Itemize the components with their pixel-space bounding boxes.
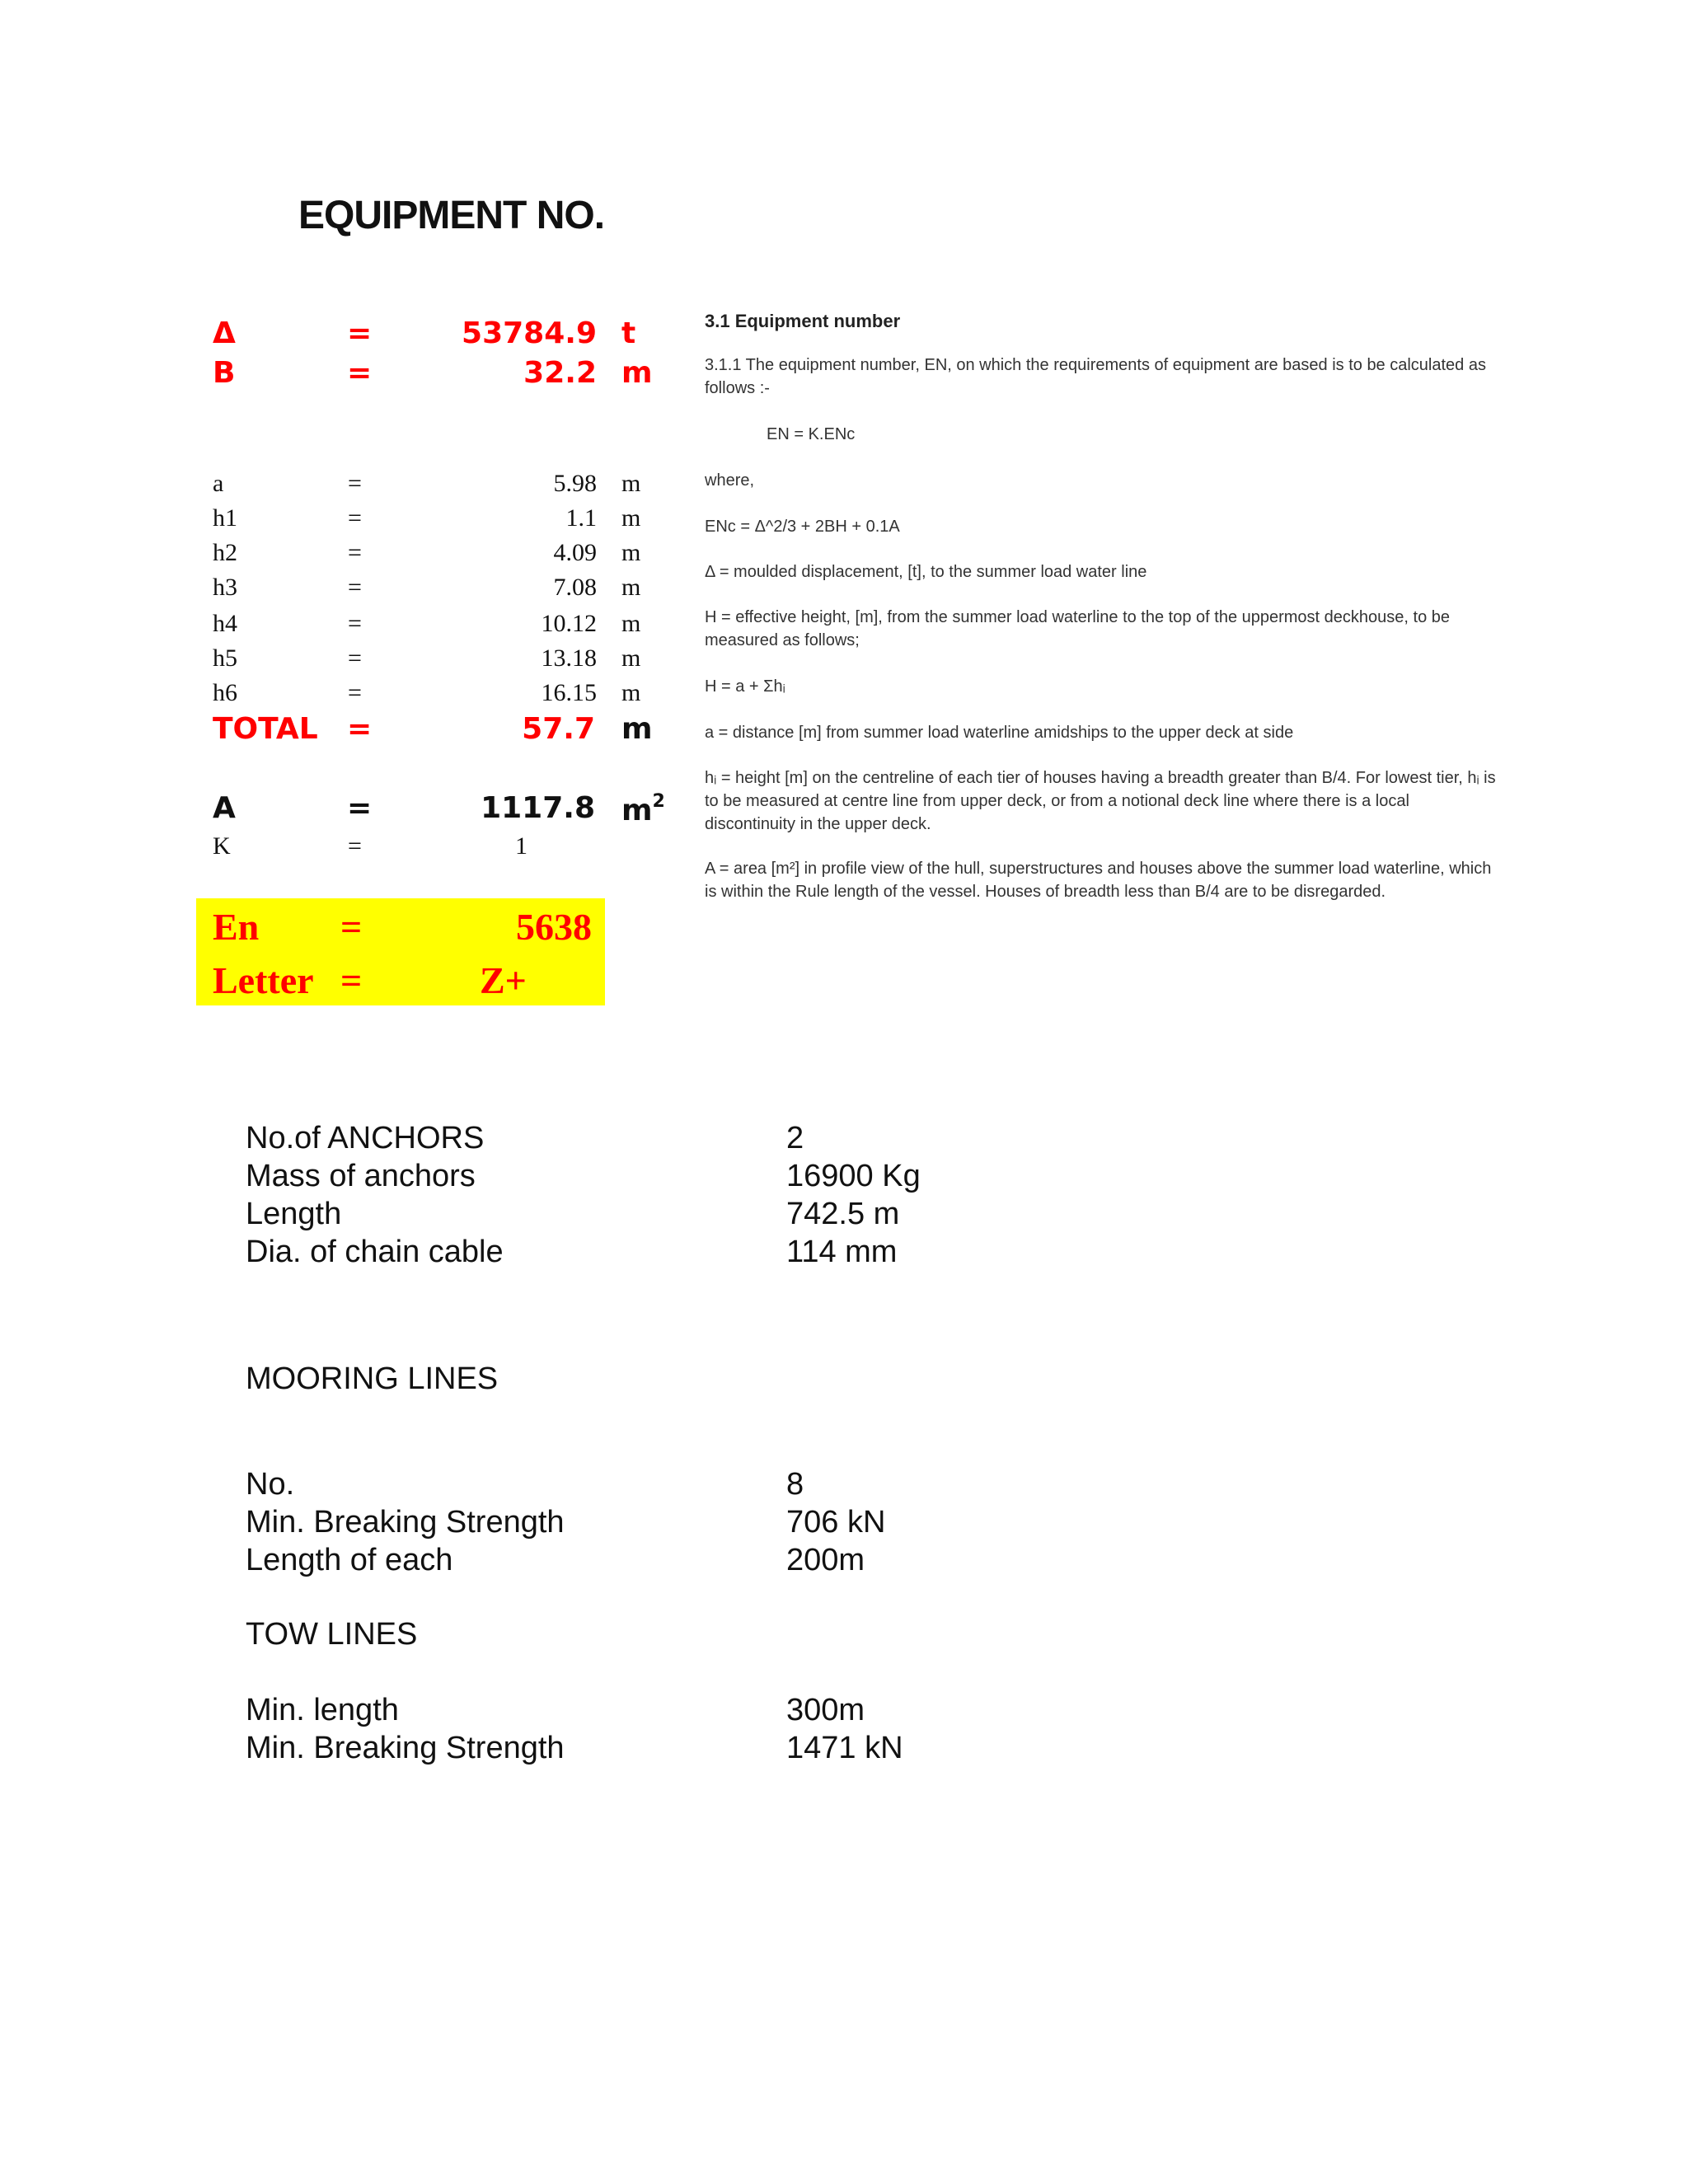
height-symbol: h4	[213, 610, 237, 637]
height-value: 13.18	[541, 644, 597, 672]
height-unit: m	[621, 574, 641, 601]
height-value: 1.1	[565, 504, 597, 532]
mooring-count-value: 8	[786, 1467, 804, 1502]
area-unit	[621, 791, 665, 827]
total-unit: m	[621, 712, 653, 746]
hi-definition: hᵢ = height [m] on the centreline of each tier of houses having a breadth greater than B/4. For lowest tier, hᵢ is to be measured at centre line from upper deck, or from a notional deck line where there is a local discontinuity in the upper deck.	[705, 769, 1496, 833]
height-row-h1	[213, 504, 674, 537]
area-row	[213, 791, 707, 832]
letter-label: Letter	[213, 959, 314, 1001]
height-value: 10.12	[541, 610, 597, 637]
height-unit: m	[621, 610, 641, 637]
height-value: 5.98	[553, 470, 597, 497]
equals-sign: =	[340, 906, 363, 948]
height-unit: m	[621, 504, 641, 532]
total-row	[213, 712, 707, 753]
en-value: 5638	[516, 906, 592, 948]
equals-sign: =	[348, 610, 362, 637]
param-value: 32.2	[523, 356, 597, 390]
height-value: 7.08	[553, 574, 597, 601]
mooring-strength-label: Min. Breaking Strength	[246, 1505, 565, 1540]
chain-diameter-value: 114 mm	[786, 1235, 898, 1269]
param-value: 53784.9	[462, 316, 597, 350]
tow-lines-heading: TOW LINES	[246, 1617, 418, 1652]
param-unit: m	[621, 356, 653, 390]
result-row-en	[213, 905, 592, 954]
param-symbol: B	[213, 356, 236, 390]
area-symbol: A	[213, 791, 236, 825]
anchors-count-label: No.of ANCHORS	[246, 1121, 485, 1155]
height-row-h3	[213, 574, 674, 607]
height-symbol: h3	[213, 574, 237, 601]
height-unit: m	[621, 644, 641, 672]
chain-diameter-label: Dia. of chain cable	[246, 1235, 504, 1269]
height-value: 4.09	[553, 539, 597, 566]
equals-sign: =	[348, 644, 362, 672]
height-symbol: h1	[213, 504, 237, 532]
chain-length-value: 742.5 m	[786, 1197, 900, 1231]
height-row-h6	[213, 679, 674, 712]
height-symbol: h5	[213, 644, 237, 672]
area-unit-base: m	[621, 794, 653, 827]
total-value: 57.7	[522, 712, 595, 746]
height-unit: m	[621, 539, 641, 566]
tow-strength-label: Min. Breaking Strength	[246, 1731, 565, 1765]
height-symbol: h6	[213, 679, 237, 706]
equals-sign: =	[340, 959, 363, 1001]
height-symbol: h2	[213, 539, 237, 566]
equals-sign: =	[347, 356, 373, 390]
equals-sign: =	[348, 470, 362, 497]
rule-heading: 3.1 Equipment number	[705, 311, 901, 331]
equals-sign: =	[347, 791, 373, 825]
total-label: TOTAL	[213, 712, 318, 746]
height-symbol: a	[213, 470, 224, 497]
height-row-a	[213, 470, 674, 503]
area-definition: A = area [m²] in profile view of the hull, superstructures and houses above the summer load waterline, which is within the Rule length of the vessel. Houses of breadth less than B/4 are to be disregarded.	[705, 860, 1492, 901]
tow-length-value: 300m	[786, 1693, 865, 1727]
equals-sign: =	[348, 832, 362, 860]
height-row-h4	[213, 610, 674, 643]
equals-sign: =	[347, 712, 373, 746]
delta-definition: Δ = moulded displacement, [t], to the summer load water line	[705, 563, 1147, 581]
a-definition: a = distance [m] from summer load waterline amidships to the upper deck at side	[705, 724, 1294, 742]
param-symbol: Δ	[213, 316, 236, 350]
equals-sign: =	[348, 539, 362, 566]
param-row-breadth	[213, 356, 674, 397]
height-value: 16.15	[541, 679, 597, 706]
k-symbol: K	[213, 832, 231, 860]
h-definition: H = effective height, [m], from the summer load waterline to the top of the uppermost deckhouse, to be measured as follows;	[705, 608, 1451, 649]
k-value: 1	[515, 832, 528, 860]
tow-length-label: Min. length	[246, 1693, 399, 1727]
height-unit: m	[621, 679, 641, 706]
equals-sign: =	[348, 574, 362, 601]
area-unit-exponent: 2	[652, 791, 665, 812]
letter-value: Z+	[480, 959, 527, 1001]
rule-paragraph-3-1-1: 3.1.1 The equipment number, EN, on which the requirements of equipment are based is to be calculated as follows :-	[705, 356, 1486, 397]
height-row-h5	[213, 644, 674, 677]
equals-sign: =	[347, 316, 373, 350]
tow-strength-value: 1471 kN	[786, 1731, 903, 1765]
en-label: En	[213, 906, 260, 948]
page-title: EQUIPMENT NO.	[298, 194, 605, 237]
anchors-count-value: 2	[786, 1121, 804, 1155]
param-unit: t	[621, 316, 636, 350]
result-row-letter	[213, 958, 592, 1008]
mooring-count-label: No.	[246, 1467, 295, 1502]
equals-sign: =	[348, 679, 362, 706]
k-row	[213, 832, 674, 865]
h-formula: H = a + Σhᵢ	[705, 677, 785, 696]
anchor-mass-value: 16900 Kg	[786, 1159, 921, 1193]
mooring-lines-heading: MOORING LINES	[246, 1361, 499, 1396]
formula-enc: ENc = Δ^2/3 + 2BH + 0.1A	[705, 518, 900, 536]
param-row-displacement	[213, 316, 674, 358]
mooring-length-value: 200m	[786, 1543, 865, 1577]
formula-en: EN = K.ENc	[767, 425, 856, 443]
area-value: 1117.8	[481, 791, 595, 825]
height-row-h2	[213, 539, 674, 572]
chain-length-label: Length	[246, 1197, 342, 1231]
equals-sign: =	[348, 504, 362, 532]
mooring-length-label: Length of each	[246, 1543, 453, 1577]
where-label: where,	[705, 471, 755, 490]
anchor-mass-label: Mass of anchors	[246, 1159, 476, 1193]
height-unit: m	[621, 470, 641, 497]
mooring-strength-value: 706 kN	[786, 1505, 886, 1540]
